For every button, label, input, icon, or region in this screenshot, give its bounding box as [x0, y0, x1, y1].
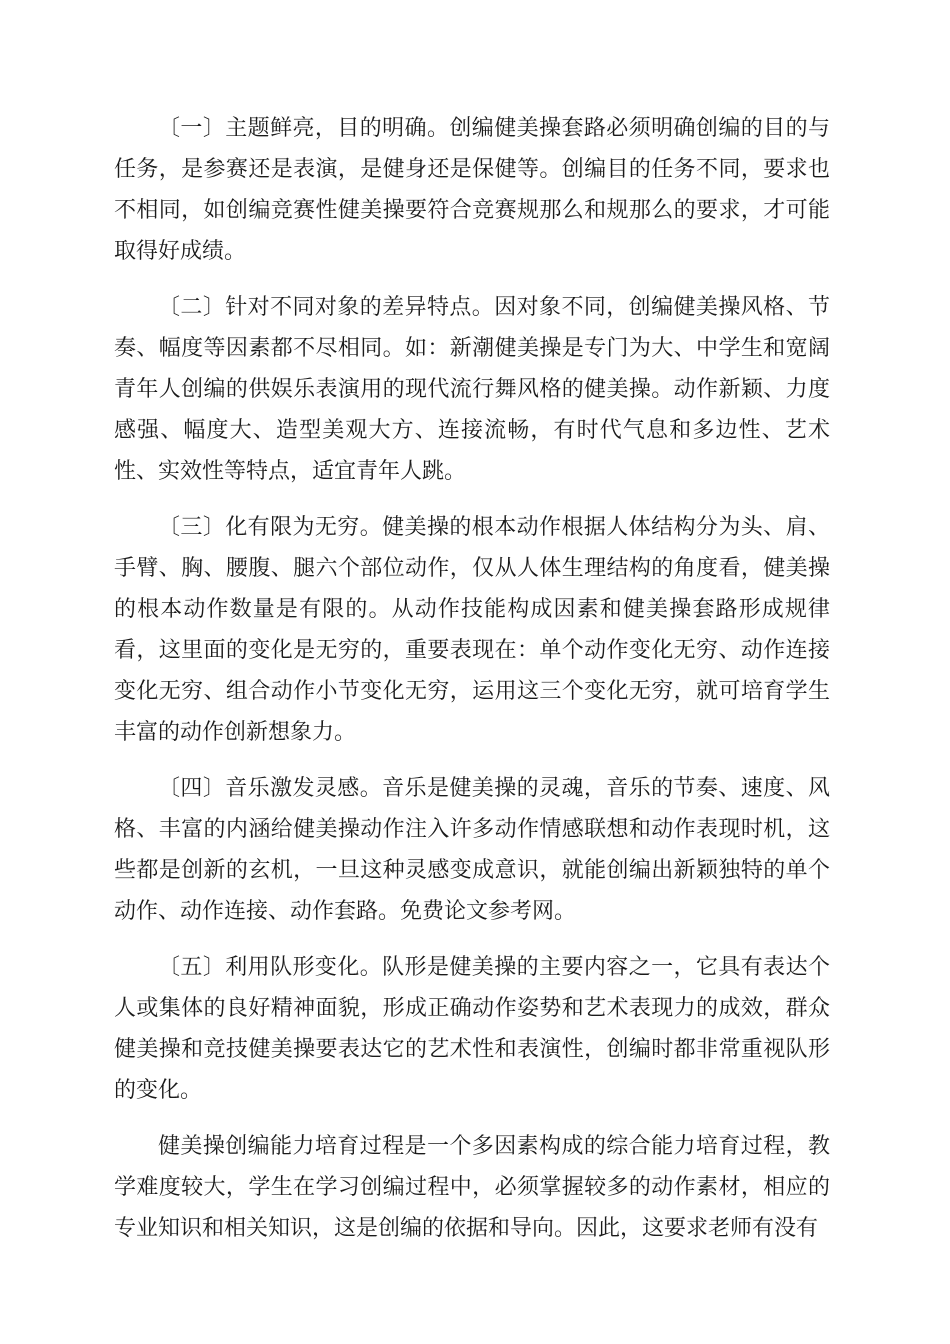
paragraph-1: 〔一〕主题鲜亮，目的明确。创编健美操套路必须明确创编的目的与任务，是参赛还是表演，是健身还是保健等。创编目的任务不同，要求也不相同，如创编竞赛性健美操要符合竞赛规那么和规那么的要求，才可能取得好成绩。: [114, 116, 830, 264]
paragraph-2: 〔二〕针对不同对象的差异特点。因对象不同，创编健美操风格、节奏、幅度等因素都不尽相同。如：新潮健美操是专门为大、中学生和宽阔青年人创编的供娱乐表演用的现代流行舞风格的健美操。动作新颖、力度感强、幅度大、造型美观大方、连接流畅，有时代气息和多边性、艺术性、实效性等特点，适宜青年人跳。: [114, 295, 830, 484]
paragraph-5: 〔五〕利用队形变化。队形是健美操的主要内容之一，它具有表达个人或集体的良好精神面貌，形成正确动作姿势和艺术表现力的成效，群众健美操和竞技健美操要表达它的艺术性和表演性，创编时都非常重视队形的变化。: [114, 955, 830, 1103]
paragraph-6: 健美操创编能力培育过程是一个多因素构成的综合能力培育过程，教学难度较大，学生在学习创编过程中，必须掌握较多的动作素材，相应的专业知识和相关知识，这是创编的依据和导向。因此，这要求老师有没有: [114, 1134, 830, 1241]
paragraph-4: 〔四〕音乐激发灵感。音乐是健美操的灵魂，音乐的节奏、速度、风格、丰富的内涵给健美操动作注入许多动作情感联想和动作表现时机，这些都是创新的玄机，一旦这种灵感变成意识，就能创编出新颖独特的单个动作、动作连接、动作套路。免费论文参考网。: [114, 776, 830, 924]
paragraph-3: 〔三〕化有限为无穷。健美操的根本动作根据人体结构分为头、肩、手臂、胸、腰腹、腿六个部位动作，仅从人体生理结构的角度看，健美操的根本动作数量是有限的。从动作技能构成因素和健美操套路形成规律看，这里面的变化是无穷的，重要表现在：单个动作变化无穷、动作连接变化无穷、组合动作小节变化无穷，运用这三个变化无穷，就可培育学生丰富的动作创新想象力。: [114, 515, 830, 745]
document-body: [114, 108, 830, 1264]
